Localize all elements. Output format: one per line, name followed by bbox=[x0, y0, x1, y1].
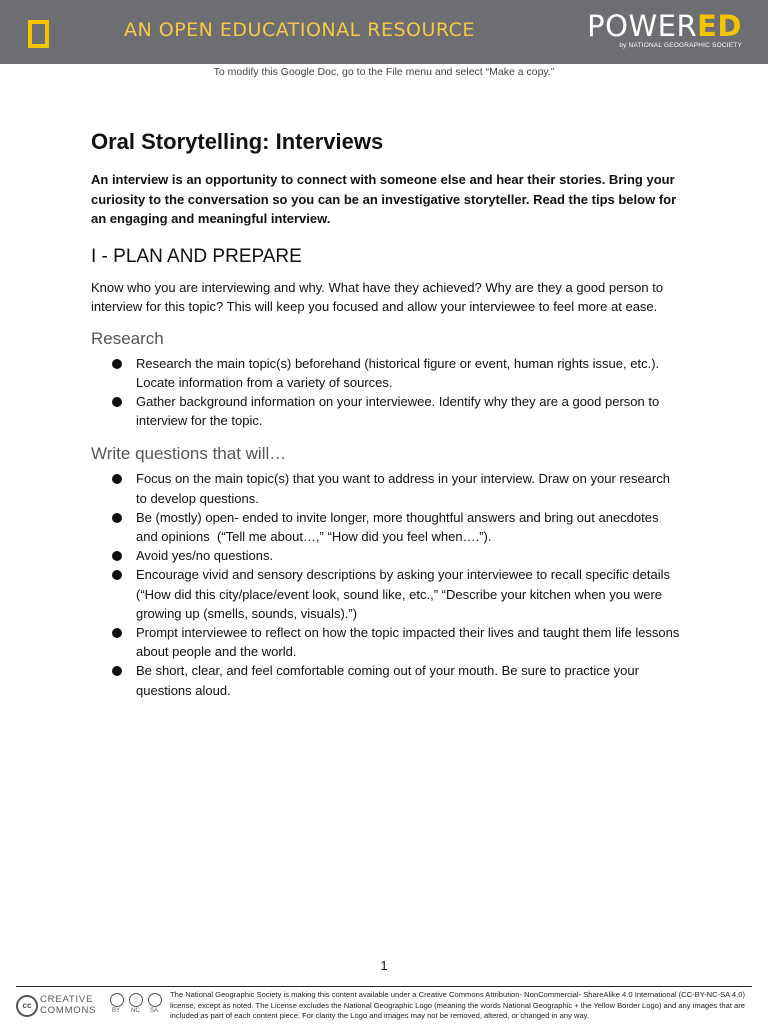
cc-text-line1: CREATIVE bbox=[40, 994, 94, 1005]
list-item-text: Focus on the main topic(s) that you want to address in your interview. Draw on your research to develop questions. bbox=[136, 471, 670, 506]
list-item bbox=[91, 546, 681, 565]
brand-part1: POWER bbox=[587, 9, 698, 43]
bullet-icon bbox=[112, 551, 122, 561]
intro-paragraph: An interview is an opportunity to connect with someone else and hear their stories. Bring your curiosity to the conversation so you can be an investigative storyteller. Read the tips below for an engaging and meaningful interview. bbox=[91, 172, 677, 226]
bullet-icon bbox=[112, 474, 122, 484]
brand-subtitle: by NATIONAL GEOGRAPHIC SOCIETY bbox=[619, 42, 742, 49]
questions-list bbox=[91, 469, 681, 699]
list-item-text: Gather background information on your interviewee. Identify why they are a good person to interview for the topic. bbox=[136, 393, 660, 429]
bullet-icon bbox=[112, 397, 122, 407]
cc-icon: cc bbox=[16, 995, 38, 1017]
sharealike-icon bbox=[148, 993, 162, 1007]
section-heading-plan-prepare: I - PLAN AND PREPARE bbox=[91, 245, 302, 267]
research-heading: Research bbox=[91, 328, 164, 348]
list-item-text: Encourage vivid and sensory descriptions by asking your interviewee to recall specific details (“How did this city/place/event look, sound like, etc.,” “Describe your kitchen when you were growing up (smells, sounds, visuals).”) bbox=[136, 567, 670, 621]
cc-wordmark bbox=[40, 994, 96, 1016]
document-body bbox=[91, 126, 681, 700]
list-item-text: Be (mostly) open- ended to invite longer, more thoughtful answers and bring out anecdotes and opinions (“Tell me about…,” “How did you feel when….”). bbox=[136, 509, 659, 544]
bullet-icon bbox=[112, 570, 122, 580]
footer-divider bbox=[16, 986, 752, 987]
list-item bbox=[91, 392, 681, 430]
research-list bbox=[91, 354, 681, 431]
bullet-icon bbox=[112, 666, 122, 676]
noncommercial-icon bbox=[129, 993, 143, 1007]
header-banner bbox=[0, 0, 768, 64]
list-item-text: Prompt interviewee to reflect on how the topic impacted their lives and taught them life lessons about people and the world. bbox=[136, 624, 680, 660]
list-item bbox=[91, 354, 681, 392]
badge-label: SA bbox=[150, 1008, 159, 1014]
list-item bbox=[91, 469, 681, 507]
list-item bbox=[91, 623, 681, 661]
page-number: 1 bbox=[380, 958, 388, 973]
cc-text-line2: COMMONS bbox=[40, 1005, 97, 1016]
banner-title: AN OPEN EDUCATIONAL RESOURCE bbox=[124, 19, 475, 41]
creative-commons-logo bbox=[16, 993, 164, 1019]
list-item bbox=[91, 661, 681, 699]
bullet-icon bbox=[112, 359, 122, 369]
section-paragraph: Know who you are interviewing and why. What have they achieved? Why are they a good person to interview for this topic? This will keep you focused and allow your interviewee to feel more at ease. bbox=[91, 279, 664, 314]
license-text: The National Geographic Society is making this content available under a Creative Commons Attribution- NonCommercial- ShareAlike 4.0 International (CC-BY-NC-SA 4.0) license, except as noted. The License excludes the National Geographic Logo (meaning the words National Geographic + the Yellow Border Logo) and any images that are included as part of each content piece. For clarity the Logo and images may not be removed, altered, or changed in any way. bbox=[170, 990, 746, 1021]
badge-label: NC bbox=[131, 1008, 140, 1014]
questions-heading: Write questions that will… bbox=[91, 444, 287, 464]
list-item-text: Avoid yes/no questions. bbox=[136, 548, 274, 564]
page-title: Oral Storytelling: Interviews bbox=[91, 129, 384, 154]
brand-part2: ED bbox=[697, 9, 742, 43]
badge-label: BY bbox=[112, 1008, 121, 1014]
list-item-text: Be short, clear, and feel comfortable coming out of your mouth. Be sure to practice your questions aloud. bbox=[136, 663, 639, 698]
attribution-icon bbox=[110, 993, 124, 1007]
bullet-icon bbox=[112, 628, 122, 638]
powered-wordmark bbox=[587, 9, 742, 43]
yellow-border-icon bbox=[28, 20, 49, 48]
list-item bbox=[91, 508, 681, 546]
bullet-icon bbox=[112, 513, 122, 523]
powered-logo bbox=[587, 9, 742, 49]
copy-instruction: To modify this Google Doc, go to the File menu and select “Make a copy.” bbox=[213, 66, 555, 78]
list-item bbox=[91, 565, 681, 623]
list-item-text: Research the main topic(s) beforehand (historical figure or event, human rights issue, etc.). Locate information from a variety of sources. bbox=[136, 355, 660, 390]
